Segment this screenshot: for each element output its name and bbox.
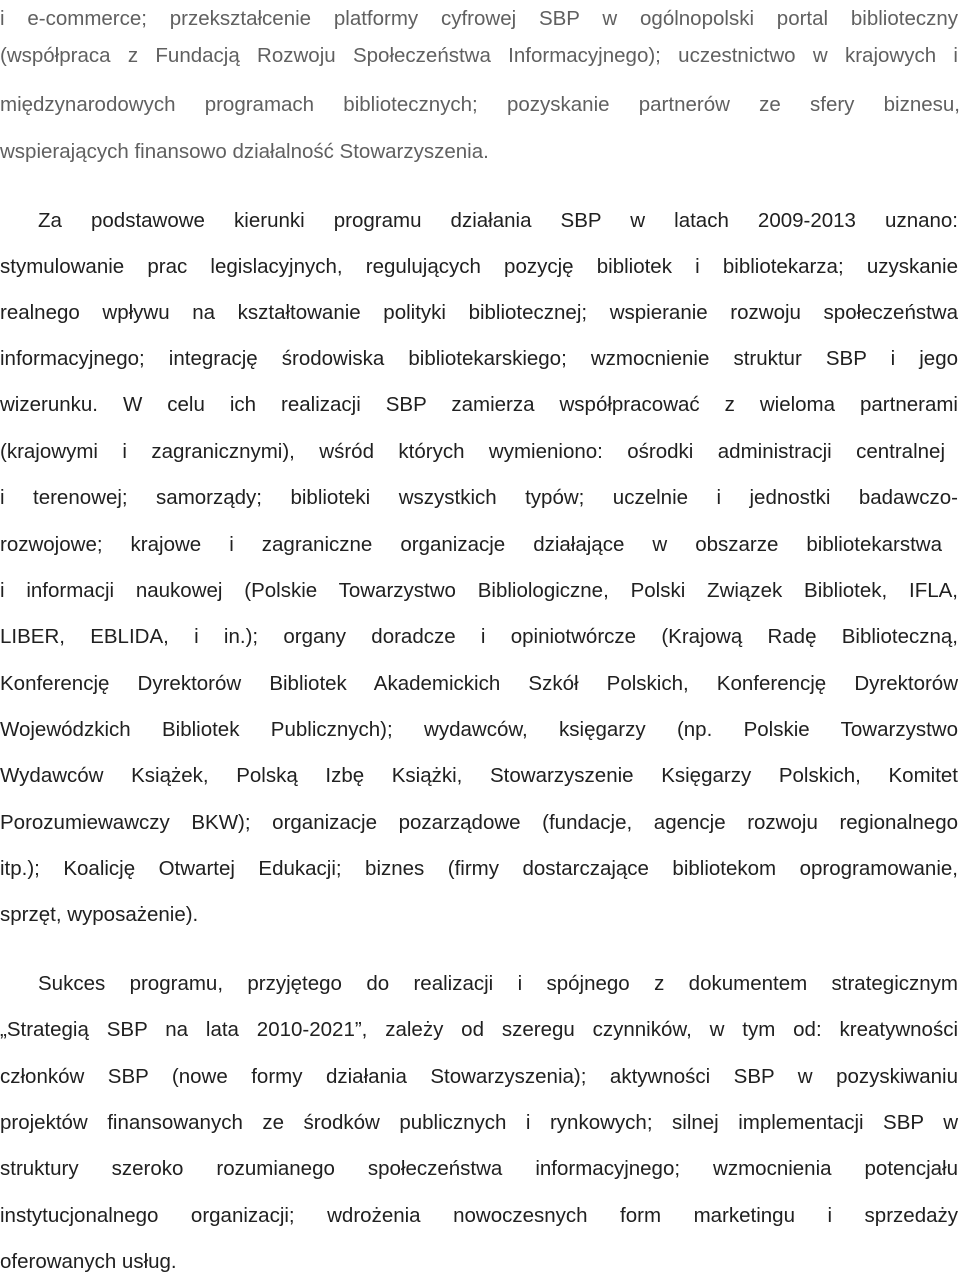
text-line: itp.); Koalicję Otwartej Edukacji; biznes (firmy dostarczające bibliotekom oprogramowanie, [0, 857, 958, 880]
text-line: i e-commerce; przekształcenie platformy cyfrowej SBP w ogólnopolski portal biblioteczny [0, 7, 958, 30]
text-line: Porozumiewawczy BKW); organizacje pozarządowe (fundacje, agencje rozwoju regionalnego [0, 811, 958, 834]
text-line: Wojewódzkich Bibliotek Publicznych); wydawców, księgarzy (np. Polskie Towarzystwo [0, 718, 958, 741]
text-line: rozwojowe; krajowe i zagraniczne organizacje działające w obszarze bibliotekarstwa [0, 533, 942, 556]
text-line: stymulowanie prac legislacyjnych, regulujących pozycję bibliotek i bibliotekarza; uzyskanie [0, 255, 958, 278]
text-line: projektów finansowanych ze środków publicznych i rynkowych; silnej implementacji SBP w [0, 1111, 958, 1134]
text-line: oferowanych usług. [0, 1250, 177, 1273]
text-line: (krajowymi i zagranicznymi), wśród których wymieniono: ośrodki administracji centralnej [0, 440, 945, 463]
text-line: i informacji naukowej (Polskie Towarzystwo Bibliologiczne, Polski Związek Bibliotek, IFLA, [0, 579, 958, 602]
text-line: informacyjnego; integrację środowiska bibliotekarskiego; wzmocnienie struktur SBP i jego [0, 347, 958, 370]
text-line: Sukces programu, przyjętego do realizacji i spójnego z dokumentem strategicznym [38, 972, 958, 995]
text-line: Za podstawowe kierunki programu działania SBP w latach 2009-2013 uznano: [38, 209, 958, 232]
text-line: sprzęt, wyposażenie). [0, 903, 199, 926]
text-line: Wydawców Książek, Polską Izbę Książki, Stowarzyszenie Księgarzy Polskich, Komitet [0, 764, 958, 787]
text-line: LIBER, EBLIDA, i in.); organy doradcze i opiniotwórcze (Krajową Radę Biblioteczną, [0, 625, 958, 648]
text-line: realnego wpływu na kształtowanie polityki bibliotecznej; wspieranie rozwoju społeczeństwa [0, 301, 958, 324]
text-line: (współpraca z Fundacją Rozwoju Społeczeństwa Informacyjnego); uczestnictwo w krajowych i [0, 44, 958, 67]
text-line: międzynarodowych programach bibliotecznych; pozyskanie partnerów ze sfery biznesu, [0, 93, 960, 116]
text-line: wizerunku. W celu ich realizacji SBP zamierza współpracować z wieloma partnerami [0, 393, 958, 416]
text-line: i terenowej; samorządy; biblioteki wszystkich typów; uczelnie i jednostki badawczo- [0, 486, 958, 509]
text-line: struktury szeroko rozumianego społeczeństwa informacyjnego; wzmocnienia potencjału [0, 1157, 958, 1180]
text-line: instytucjonalnego organizacji; wdrożenia nowoczesnych form marketingu i sprzedaży [0, 1204, 958, 1227]
text-line: Konferencję Dyrektorów Bibliotek Akademickich Szkół Polskich, Konferencję Dyrektorów [0, 672, 958, 695]
text-line: „Strategią SBP na lata 2010-2021”, zależy od szeregu czynników, w tym od: kreatywności [0, 1018, 958, 1041]
text-line: wspierających finansowo działalność Stowarzyszenia. [0, 140, 489, 163]
text-line: członków SBP (nowe formy działania Stowarzyszenia); aktywności SBP w pozyskiwaniu [0, 1065, 958, 1088]
